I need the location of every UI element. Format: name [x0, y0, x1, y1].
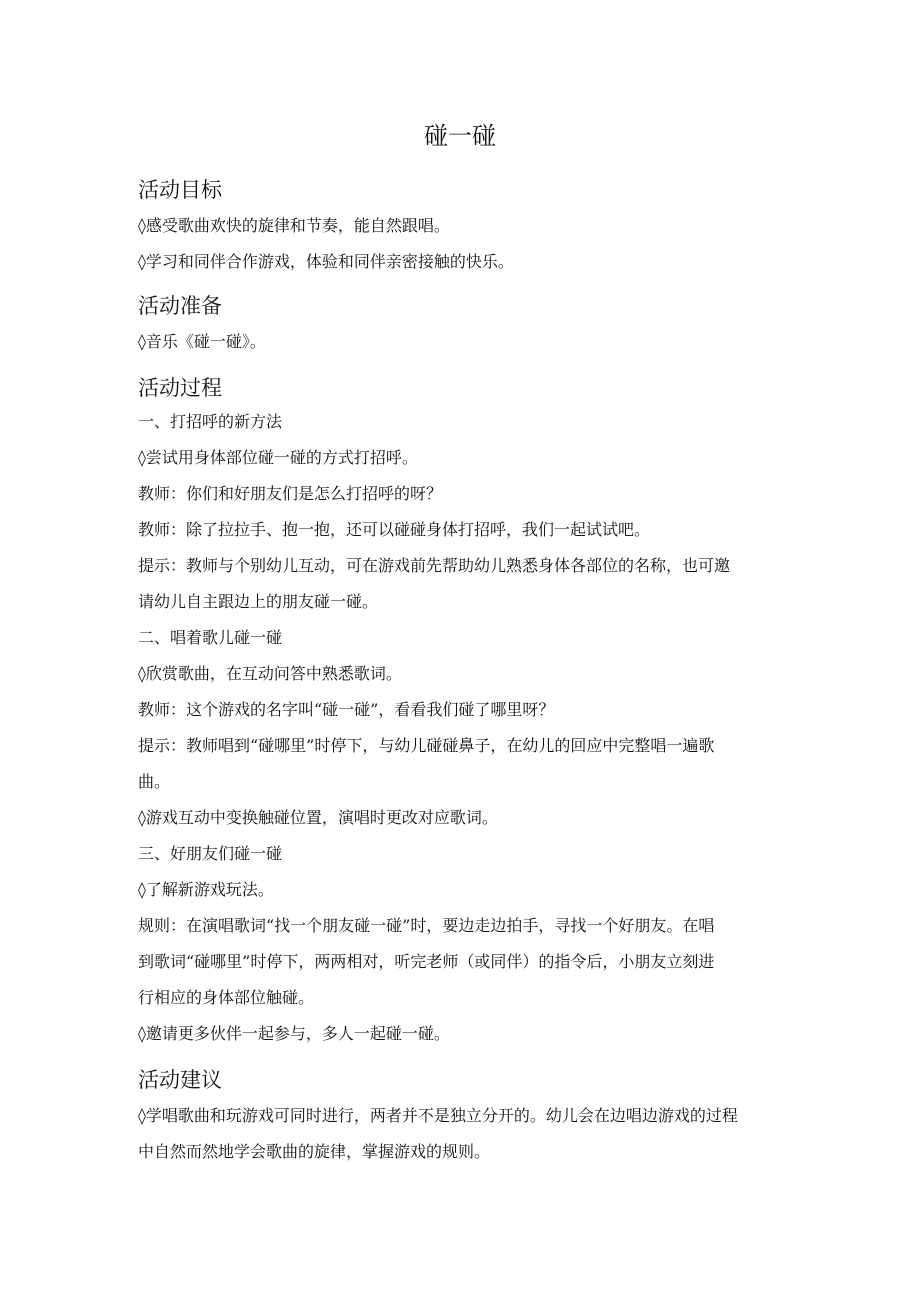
process-line: ◊游戏互动中变换触碰位置，演唱时更改对应歌词。	[138, 808, 498, 827]
document-title: 碰一碰	[424, 122, 496, 150]
process-line: 二、唱着歌儿碰一碰	[138, 628, 283, 647]
prep-item: ◊音乐《碰一碰》。	[138, 332, 266, 351]
process-line: 提示：教师与个别幼儿互动，可在游戏前先帮助幼儿熟悉身体各部位的名称，也可邀	[138, 556, 731, 575]
process-line: 规则：在演唱歌词“找一个朋友碰一碰”时，要边走边拍手，寻找一个好朋友。在唱	[138, 916, 715, 935]
section-prep	[138, 290, 778, 360]
goal-item: ◊感受歌曲欢快的旋律和节奏，能自然跟唱。	[138, 216, 450, 235]
process-line: 一、打招呼的新方法	[138, 412, 283, 431]
suggest-line: ◊学唱歌曲和玩游戏可同时进行，两者并不是独立分开的。幼儿会在边唱边游戏的过程	[138, 1106, 738, 1125]
section-heading-suggest: 活动建议	[138, 1068, 222, 1092]
suggest-line: 中自然而然地学会歌曲的旋律，掌握游戏的规则。	[138, 1142, 491, 1161]
process-line: 提示：教师唱到“碰哪里”时停下，与幼儿碰碰鼻子，在幼儿的回应中完整唱一遍歌	[138, 736, 715, 755]
goal-item: ◊学习和同伴合作游戏，体验和同伴亲密接触的快乐。	[138, 252, 514, 271]
process-line: ◊尝试用身体部位碰一碰的方式打招呼。	[138, 448, 418, 467]
section-heading-prep: 活动准备	[138, 294, 222, 318]
process-line: 教师：你们和好朋友们是怎么打招呼的呀？	[138, 484, 443, 503]
process-line: 请幼儿自主跟边上的朋友碰一碰。	[138, 592, 379, 611]
process-line: ◊欣赏歌曲，在互动问答中熟悉歌词。	[138, 664, 402, 683]
section-process	[138, 372, 778, 1052]
process-line: ◊了解新游戏玩法。	[138, 880, 274, 899]
process-line: 三、好朋友们碰一碰	[138, 844, 283, 863]
process-line: 教师：这个游戏的名字叫“碰一碰”，看看我们碰了哪里呀？	[138, 700, 555, 719]
process-line: 教师：除了拉拉手、抱一抱，还可以碰碰身体打招呼，我们一起试试吧。	[138, 520, 651, 539]
process-line: 行相应的身体部位触碰。	[138, 988, 315, 1007]
section-suggest	[138, 1064, 778, 1170]
section-heading-process: 活动过程	[138, 376, 222, 400]
section-goals	[138, 174, 778, 280]
process-line: ◊邀请更多伙伴一起参与，多人一起碰一碰。	[138, 1024, 450, 1043]
process-line: 到歌词“碰哪里”时停下，两两相对，听完老师（或同伴）的指令后，小朋友立刻进	[138, 952, 715, 971]
section-heading-goals: 活动目标	[138, 178, 222, 202]
process-line: 曲。	[138, 772, 171, 791]
